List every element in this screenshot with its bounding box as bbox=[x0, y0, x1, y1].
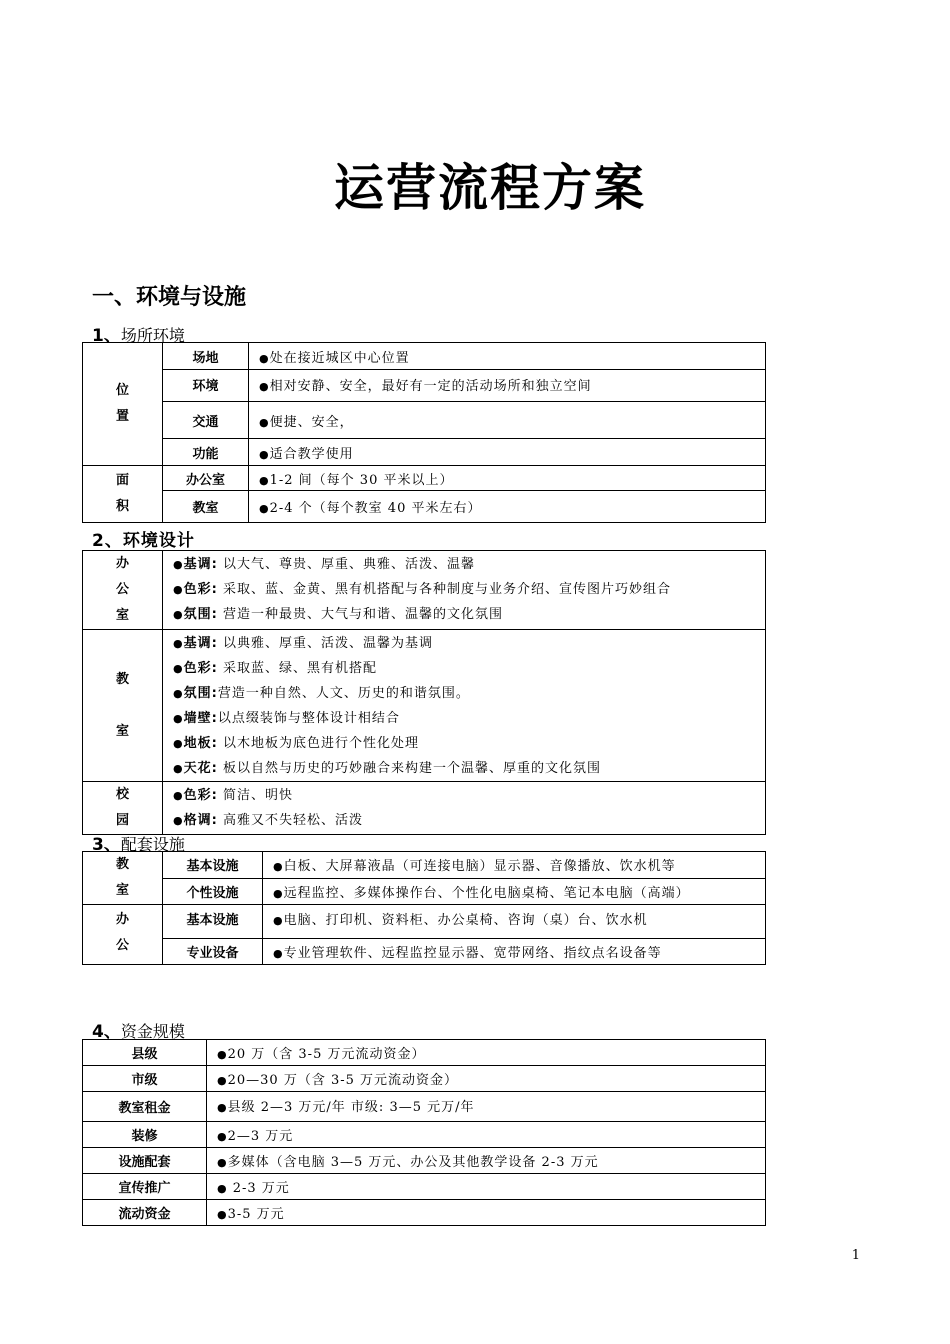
value-cell: ●便捷、安全， bbox=[249, 402, 766, 439]
list-item: ●格调: 高雅又不失轻松、活泼 bbox=[173, 813, 363, 828]
subsection-label: 配套设施 bbox=[120, 835, 185, 854]
key-cell: 个性设施 bbox=[163, 878, 263, 905]
classroom-design-list bbox=[163, 630, 766, 782]
key-cell: 专业设备 bbox=[163, 939, 263, 965]
list-item: ●色彩: 采取蓝、绿、黑有机搭配 bbox=[173, 661, 377, 676]
value-cell: ●电脑、打印机、资料柜、办公桌椅、咨询（桌）台、饮水机 bbox=[263, 905, 766, 939]
row-label-office: 办 公 室 bbox=[83, 551, 163, 630]
row-group-position bbox=[83, 343, 163, 466]
list-item: ●天花: 板以自然与历史的巧妙融合来构建一个温馨、厚重的文化氛围 bbox=[173, 761, 601, 776]
label-area: 面 积 bbox=[115, 473, 129, 514]
value-cell: ●2—3 万元 bbox=[207, 1122, 766, 1148]
document-title: 运营流程方案 bbox=[334, 159, 646, 217]
subsection-design-heading: 2、环境设计 bbox=[92, 531, 195, 551]
key-cell: 环境 bbox=[163, 370, 249, 402]
subsection-number: 3、 bbox=[92, 835, 121, 855]
value-cell: ●县级 2—3 万元/年 市级: 3—5 元万/年 bbox=[207, 1092, 766, 1122]
subsection-label: 场所环境 bbox=[120, 326, 185, 345]
list-item: ●墙壁:以点缀装饰与整体设计相结合 bbox=[173, 711, 400, 726]
value-cell: ● 2-3 万元 bbox=[207, 1174, 766, 1200]
list-item: ●氛围: 营造一种最贵、大气与和谐、温馨的文化氛围 bbox=[173, 607, 503, 622]
list-item: ●基调: 以大气、尊贵、厚重、典雅、活泼、温馨 bbox=[173, 557, 475, 572]
value-cell: ●专业管理软件、远程监控显示器、宽带网络、指纹点名设备等 bbox=[263, 939, 766, 965]
facilities-table bbox=[82, 851, 766, 965]
key-cell: 场地 bbox=[163, 343, 249, 370]
list-item: ●氛围:营造一种自然、人文、历史的和谐氛围。 bbox=[173, 686, 470, 701]
list-item: ●色彩: 简洁、明快 bbox=[173, 788, 293, 803]
value-cell: ●20—30 万（含 3-5 万元流动资金） bbox=[207, 1066, 766, 1092]
key-cell: 基本设施 bbox=[163, 905, 263, 939]
list-item: ●色彩: 采取、蓝、金黄、黑有机搭配与各种制度与业务介绍、宣传图片巧妙组合 bbox=[173, 582, 671, 597]
value-cell: ●适合教学使用 bbox=[249, 439, 766, 466]
label-position: 位 置 bbox=[115, 383, 129, 424]
key-cell: 市级 bbox=[83, 1066, 207, 1092]
key-cell: 教室 bbox=[163, 491, 249, 523]
subsection-number: 4、 bbox=[92, 1022, 121, 1042]
page-number: 1 bbox=[851, 1248, 860, 1263]
key-cell: 县级 bbox=[83, 1040, 207, 1066]
campus-design-list bbox=[163, 782, 766, 835]
value-cell: ●多媒体（含电脑 3—5 万元、办公及其他教学设备 2-3 万元 bbox=[207, 1148, 766, 1174]
key-cell: 设施配套 bbox=[83, 1148, 207, 1174]
venue-table bbox=[82, 342, 766, 523]
list-item: ●地板: 以木地板为底色进行个性化处理 bbox=[173, 736, 419, 751]
value-cell: ●20 万（含 3-5 万元流动资金） bbox=[207, 1040, 766, 1066]
value-cell: ●2-4 个（每个教室 40 平米左右） bbox=[249, 491, 766, 523]
row-group-office: 办 公 bbox=[83, 905, 163, 965]
row-label-classroom: 教 室 bbox=[83, 630, 163, 782]
design-table bbox=[82, 550, 766, 835]
subsection-label: 资金规模 bbox=[120, 1022, 185, 1041]
subsection-number: 1、 bbox=[92, 326, 121, 346]
value-cell: ●相对安静、安全，最好有一定的活动场所和独立空间 bbox=[249, 370, 766, 402]
key-cell: 功能 bbox=[163, 439, 249, 466]
value-cell: ●处在接近城区中心位置 bbox=[249, 343, 766, 370]
key-cell: 宣传推广 bbox=[83, 1174, 207, 1200]
list-item: ●基调: 以典雅、厚重、活泼、温馨为基调 bbox=[173, 636, 433, 651]
key-cell: 办公室 bbox=[163, 466, 249, 491]
funding-table bbox=[82, 1039, 766, 1226]
key-cell: 装修 bbox=[83, 1122, 207, 1148]
key-cell: 教室租金 bbox=[83, 1092, 207, 1122]
row-group-classroom: 教 室 bbox=[83, 852, 163, 905]
row-group-area bbox=[83, 466, 163, 523]
value-cell: ●1-2 间（每个 30 平米以上） bbox=[249, 466, 766, 491]
section-heading-environment: 一、环境与设施 bbox=[92, 285, 247, 310]
value-cell: ●白板、大屏幕液晶（可连接电脑）显示器、音像播放、饮水机等 bbox=[263, 852, 766, 879]
value-cell: ●3-5 万元 bbox=[207, 1200, 766, 1226]
key-cell: 流动资金 bbox=[83, 1200, 207, 1226]
value-cell: ●远程监控、多媒体操作台、个性化电脑桌椅、笔记本电脑（高端） bbox=[263, 878, 766, 905]
key-cell: 基本设施 bbox=[163, 852, 263, 879]
row-label-campus: 校 园 bbox=[83, 782, 163, 835]
office-design-list bbox=[163, 551, 766, 630]
key-cell: 交通 bbox=[163, 402, 249, 439]
